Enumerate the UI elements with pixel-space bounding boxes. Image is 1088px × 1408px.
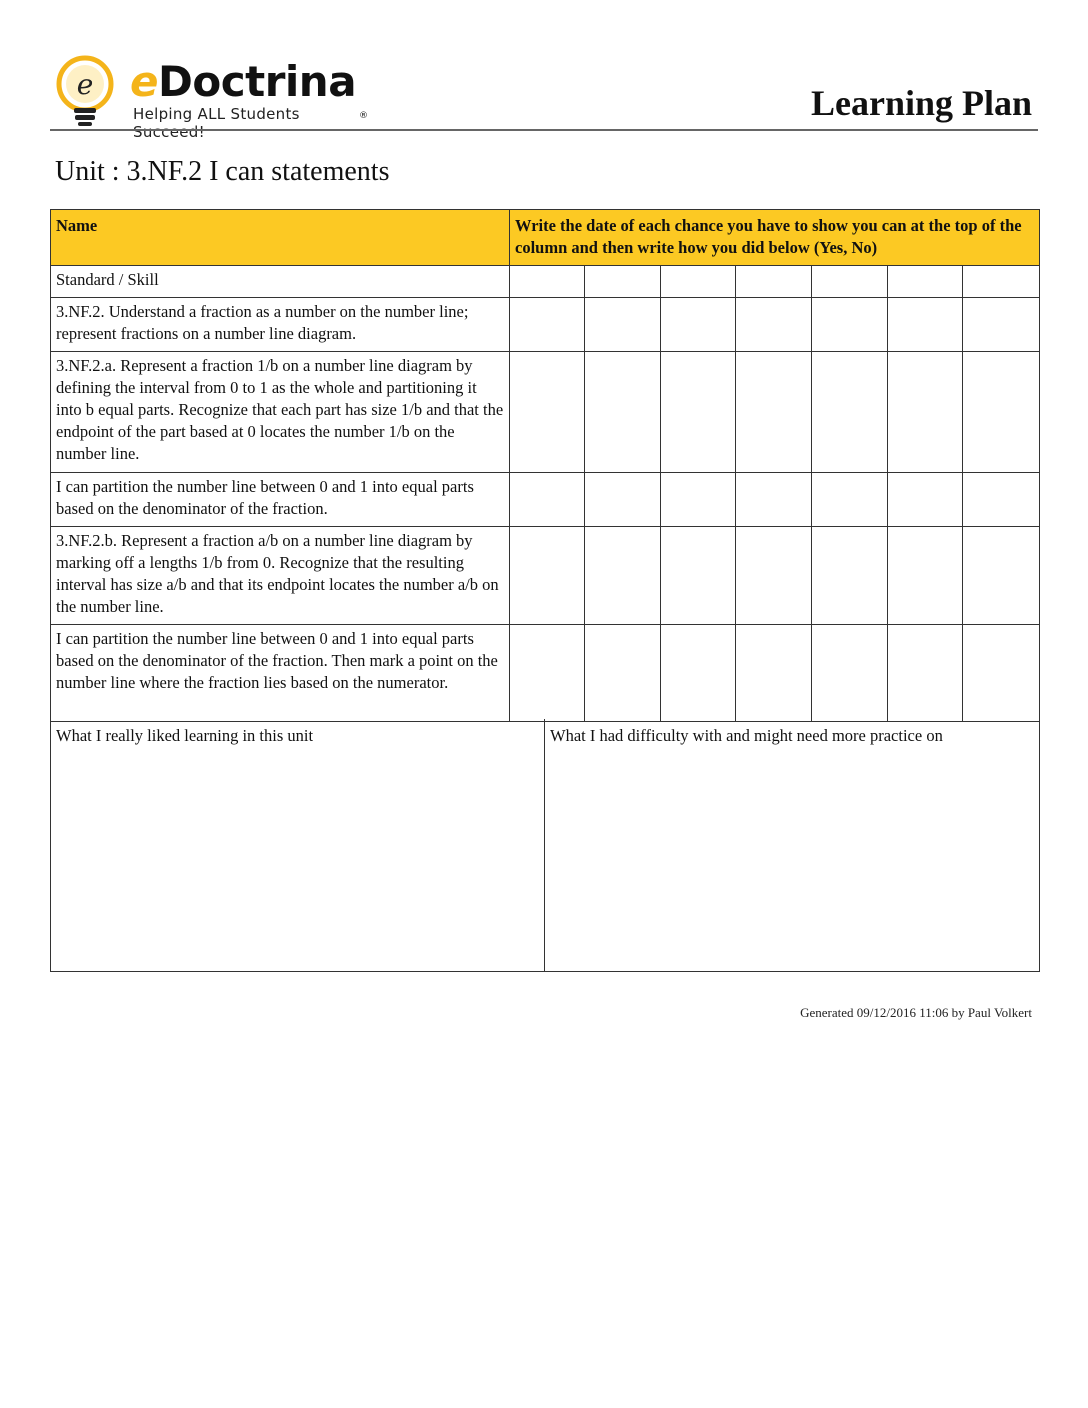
check-cell[interactable] [812, 352, 888, 473]
check-cell[interactable] [661, 527, 736, 625]
skill-cell: I can partition the number line between 0 and 1 into equal parts based on the denominator of the fraction. [51, 473, 510, 527]
check-cell[interactable] [812, 527, 888, 625]
unit-title: Unit : 3.NF.2 I can statements [55, 156, 390, 187]
check-cell[interactable] [585, 473, 661, 527]
check-cell[interactable] [888, 298, 963, 352]
reflection-row [51, 719, 1040, 972]
name-header[interactable]: Name [51, 210, 510, 266]
instructions-header: Write the date of each chance you have to show you can at the top of the column and then write how you did below (Yes, No) [510, 210, 1040, 266]
table-row [51, 298, 1040, 352]
table-row [51, 527, 1040, 625]
check-cell[interactable] [585, 625, 661, 722]
liked-learning-box[interactable] [51, 719, 545, 972]
logo-registered-mark: ® [359, 111, 368, 121]
page-title: Learning Plan [810, 83, 1032, 123]
check-cell[interactable] [736, 266, 812, 298]
check-cell[interactable] [661, 352, 736, 473]
skill-cell: Standard / Skill [51, 266, 510, 298]
check-cell[interactable] [736, 473, 812, 527]
check-cell[interactable] [736, 298, 812, 352]
check-cell[interactable] [510, 527, 585, 625]
check-cell[interactable] [888, 352, 963, 473]
check-cell[interactable] [585, 298, 661, 352]
logo-bulb-letter: e [76, 68, 94, 101]
logo-wordmark-rest: Doctrina [158, 57, 357, 106]
difficulty-box[interactable] [545, 719, 1040, 972]
check-cell[interactable] [585, 527, 661, 625]
check-cell[interactable] [812, 625, 888, 722]
generated-footer: Generated 09/12/2016 11:06 by Paul Volkert [800, 1005, 1032, 1020]
check-cell[interactable] [963, 266, 1040, 298]
check-cell[interactable] [510, 352, 585, 473]
check-cell[interactable] [510, 266, 585, 298]
skill-cell: 3.NF.2.b. Represent a fraction a/b on a number line diagram by marking off a lengths 1/b from 0. Recognize that the resulting interval has size a/b and that its endpoint locates the number a/b on the number line. [51, 527, 510, 625]
check-cell[interactable] [963, 298, 1040, 352]
liked-learning-label: What I really liked learning in this unit [56, 726, 314, 745]
check-cell[interactable] [888, 625, 963, 722]
table-row [51, 473, 1040, 527]
check-cell[interactable] [585, 352, 661, 473]
table-row [51, 266, 1040, 298]
edoctrina-logo [55, 54, 375, 141]
check-cell[interactable] [510, 298, 585, 352]
check-cell[interactable] [661, 266, 736, 298]
check-cell[interactable] [661, 298, 736, 352]
skill-cell: 3.NF.2.a. Represent a fraction 1/b on a number line diagram by defining the interval from 0 to 1 as the whole and partitioning it into b equal parts. Recognize that each part has size 1/b and that the endpoint of the part based at 0 locates the number 1/b on the number line. [51, 352, 510, 473]
check-cell[interactable] [812, 298, 888, 352]
header-divider [50, 129, 1038, 131]
check-cell[interactable] [888, 473, 963, 527]
learning-plan-table [50, 209, 1040, 722]
table-row [51, 352, 1040, 473]
skill-cell: 3.NF.2. Understand a fraction as a number on the number line; represent fractions on a number line diagram. [51, 298, 510, 352]
reflection-table [50, 719, 1040, 972]
check-cell[interactable] [585, 266, 661, 298]
check-cell[interactable] [736, 527, 812, 625]
table-header-row [51, 210, 1040, 266]
check-cell[interactable] [510, 625, 585, 722]
check-cell[interactable] [661, 625, 736, 722]
logo-wordmark [130, 57, 368, 121]
logo-wordmark-e: e [130, 57, 158, 106]
check-cell[interactable] [812, 266, 888, 298]
check-cell[interactable] [888, 527, 963, 625]
check-cell[interactable] [812, 473, 888, 527]
check-cell[interactable] [963, 473, 1040, 527]
check-cell[interactable] [963, 625, 1040, 722]
table-row [51, 625, 1040, 722]
lightbulb-icon [55, 54, 117, 128]
check-cell[interactable] [736, 625, 812, 722]
check-cell[interactable] [963, 527, 1040, 625]
check-cell[interactable] [661, 473, 736, 527]
difficulty-label: What I had difficulty with and might need more practice on [550, 726, 943, 745]
skill-cell: I can partition the number line between 0 and 1 into equal parts based on the denominator of the fraction. Then mark a point on the number line where the fraction lies based on the numerator. [51, 625, 510, 722]
check-cell[interactable] [963, 352, 1040, 473]
check-cell[interactable] [888, 266, 963, 298]
check-cell[interactable] [510, 473, 585, 527]
logo-tagline: Helping ALL Students Succeed! [133, 105, 300, 141]
check-cell[interactable] [736, 352, 812, 473]
